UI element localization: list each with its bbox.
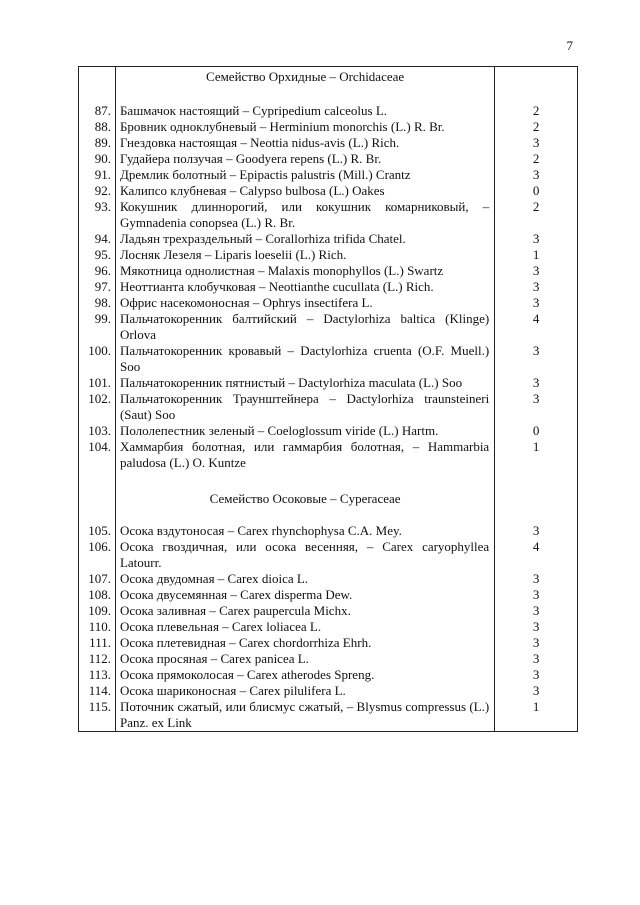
species-row bbox=[79, 619, 578, 635]
species-row bbox=[79, 151, 578, 167]
species-row bbox=[79, 571, 578, 587]
status-category: 3 bbox=[495, 391, 578, 423]
species-row bbox=[79, 423, 578, 439]
species-name: Лосняк Лезеля – Liparis loeselii (L.) Rich. bbox=[115, 247, 494, 263]
species-number: 89. bbox=[79, 135, 116, 151]
species-name: Пальчатокоренник балтийский – Dactylorhiza baltica (Klinge) Orlova bbox=[115, 311, 494, 343]
species-name: Башмачок настоящий – Cypripedium calceolus L. bbox=[115, 103, 494, 119]
status-category: 2 bbox=[495, 151, 578, 167]
status-category: 2 bbox=[495, 199, 578, 231]
species-name: Гудайера ползучая – Goodyera repens (L.) R. Br. bbox=[115, 151, 494, 167]
species-number: 107. bbox=[79, 571, 116, 587]
species-number: 101. bbox=[79, 375, 116, 391]
species-name: Пальчатокоренник кровавый – Dactylorhiza cruenta (O.F. Muell.) Soo bbox=[115, 343, 494, 375]
species-row bbox=[79, 439, 578, 471]
species-name: Кокушник длиннорогий, или кокушник комарниковый, – Gymnadenia conopsea (L.) R. Br. bbox=[115, 199, 494, 231]
species-name: Мякотница однолистная – Malaxis monophyllos (L.) Swartz bbox=[115, 263, 494, 279]
status-category: 3 bbox=[495, 343, 578, 375]
species-number: 112. bbox=[79, 651, 116, 667]
spacer-row bbox=[79, 85, 578, 103]
status-category: 4 bbox=[495, 539, 578, 571]
species-row bbox=[79, 103, 578, 119]
status-category: 3 bbox=[495, 167, 578, 183]
status-category: 3 bbox=[495, 587, 578, 603]
family-title-cyperaceae: Семейство Осоковые – Cyperaceae bbox=[115, 489, 494, 507]
species-number: 115. bbox=[79, 699, 116, 732]
species-name: Пололепестник зеленый – Coeloglossum viride (L.) Hartm. bbox=[115, 423, 494, 439]
species-row bbox=[79, 183, 578, 199]
status-category: 3 bbox=[495, 279, 578, 295]
status-category: 0 bbox=[495, 423, 578, 439]
status-category: 3 bbox=[495, 523, 578, 539]
species-name: Гнездовка настоящая – Neottia nidus-avis (L.) Rich. bbox=[115, 135, 494, 151]
species-number: 98. bbox=[79, 295, 116, 311]
status-category: 3 bbox=[495, 619, 578, 635]
species-name: Поточник сжатый, или блисмус сжатый, – Blysmus compressus (L.) Panz. ex Link bbox=[115, 699, 494, 732]
species-number: 91. bbox=[79, 167, 116, 183]
spacer-row bbox=[79, 471, 578, 489]
species-number: 104. bbox=[79, 439, 116, 471]
status-category: 3 bbox=[495, 135, 578, 151]
species-number: 100. bbox=[79, 343, 116, 375]
status-category: 3 bbox=[495, 635, 578, 651]
species-number: 109. bbox=[79, 603, 116, 619]
status-category: 2 bbox=[495, 103, 578, 119]
species-name: Неоттианта клобучковая – Neottianthe cucullata (L.) Rich. bbox=[115, 279, 494, 295]
species-name: Осока вздутоносая – Carex rhynchophysa C.A. Mey. bbox=[115, 523, 494, 539]
species-row bbox=[79, 167, 578, 183]
species-number: 102. bbox=[79, 391, 116, 423]
species-row bbox=[79, 603, 578, 619]
status-category: 3 bbox=[495, 295, 578, 311]
status-category: 3 bbox=[495, 667, 578, 683]
species-row bbox=[79, 311, 578, 343]
species-name: Хаммарбия болотная, или гаммарбия болотная, – Hammarbia paludosa (L.) O. Kuntze bbox=[115, 439, 494, 471]
species-number: 94. bbox=[79, 231, 116, 247]
family-header-row bbox=[79, 489, 578, 507]
species-name: Осока шариконосная – Carex pilulifera L. bbox=[115, 683, 494, 699]
species-row bbox=[79, 279, 578, 295]
species-name: Дремлик болотный – Epipactis palustris (Mill.) Crantz bbox=[115, 167, 494, 183]
status-category: 3 bbox=[495, 375, 578, 391]
family-header-row bbox=[79, 67, 578, 86]
species-row bbox=[79, 247, 578, 263]
species-row bbox=[79, 667, 578, 683]
species-row bbox=[79, 119, 578, 135]
species-row bbox=[79, 391, 578, 423]
species-row bbox=[79, 523, 578, 539]
species-name: Осока плетевидная – Carex chordorrhiza Ehrh. bbox=[115, 635, 494, 651]
species-number: 103. bbox=[79, 423, 116, 439]
status-category: 3 bbox=[495, 263, 578, 279]
species-row bbox=[79, 263, 578, 279]
species-row bbox=[79, 683, 578, 699]
species-name: Осока заливная – Carex paupercula Michx. bbox=[115, 603, 494, 619]
species-name: Офрис насекомоносная – Ophrys insectifera L. bbox=[115, 295, 494, 311]
species-name: Осока двусемянная – Carex disperma Dew. bbox=[115, 587, 494, 603]
status-category: 3 bbox=[495, 651, 578, 667]
species-number: 88. bbox=[79, 119, 116, 135]
species-number: 87. bbox=[79, 103, 116, 119]
status-category: 3 bbox=[495, 603, 578, 619]
species-name: Пальчатокоренник Траунштейнера – Dactylorhiza traunsteineri (Saut) Soo bbox=[115, 391, 494, 423]
species-row bbox=[79, 135, 578, 151]
species-number: 92. bbox=[79, 183, 116, 199]
species-name: Бровник одноклубневый – Herminium monorchis (L.) R. Br. bbox=[115, 119, 494, 135]
spacer-row bbox=[79, 507, 578, 523]
species-name: Калипсо клубневая – Calypso bulbosa (L.) Oakes bbox=[115, 183, 494, 199]
species-name: Осока плевельная – Carex loliacea L. bbox=[115, 619, 494, 635]
species-row bbox=[79, 231, 578, 247]
species-name: Пальчатокоренник пятнистый – Dactylorhiza maculata (L.) Soo bbox=[115, 375, 494, 391]
species-row bbox=[79, 699, 578, 732]
family-title-orchidaceae: Семейство Орхидные – Orchidaceae bbox=[115, 67, 494, 86]
species-row bbox=[79, 587, 578, 603]
species-table-body bbox=[79, 67, 578, 732]
species-row bbox=[79, 539, 578, 571]
species-name: Осока просяная – Carex panicea L. bbox=[115, 651, 494, 667]
status-category: 3 bbox=[495, 571, 578, 587]
status-category: 3 bbox=[495, 683, 578, 699]
species-number: 90. bbox=[79, 151, 116, 167]
species-name: Осока прямоколосая – Carex atherodes Spreng. bbox=[115, 667, 494, 683]
page-number: 7 bbox=[566, 38, 573, 53]
species-table bbox=[78, 66, 578, 732]
species-name: Осока гвоздичная, или осока весенняя, – Carex caryophyllea Latourr. bbox=[115, 539, 494, 571]
species-name: Осока двудомная – Carex dioica L. bbox=[115, 571, 494, 587]
status-category: 1 bbox=[495, 699, 578, 732]
species-number: 99. bbox=[79, 311, 116, 343]
species-number: 106. bbox=[79, 539, 116, 571]
species-number: 93. bbox=[79, 199, 116, 231]
species-row bbox=[79, 375, 578, 391]
status-category: 4 bbox=[495, 311, 578, 343]
species-number: 113. bbox=[79, 667, 116, 683]
species-number: 110. bbox=[79, 619, 116, 635]
species-number: 108. bbox=[79, 587, 116, 603]
species-number: 114. bbox=[79, 683, 116, 699]
status-category: 0 bbox=[495, 183, 578, 199]
species-number: 97. bbox=[79, 279, 116, 295]
species-row bbox=[79, 199, 578, 231]
species-row bbox=[79, 635, 578, 651]
species-row bbox=[79, 295, 578, 311]
species-row bbox=[79, 651, 578, 667]
species-name: Ладьян трехраздельный – Corallorhiza trifida Chatel. bbox=[115, 231, 494, 247]
status-category: 1 bbox=[495, 439, 578, 471]
status-category: 2 bbox=[495, 119, 578, 135]
species-number: 96. bbox=[79, 263, 116, 279]
species-number: 105. bbox=[79, 523, 116, 539]
status-category: 1 bbox=[495, 247, 578, 263]
species-number: 95. bbox=[79, 247, 116, 263]
status-category: 3 bbox=[495, 231, 578, 247]
species-row bbox=[79, 343, 578, 375]
species-number: 111. bbox=[79, 635, 116, 651]
